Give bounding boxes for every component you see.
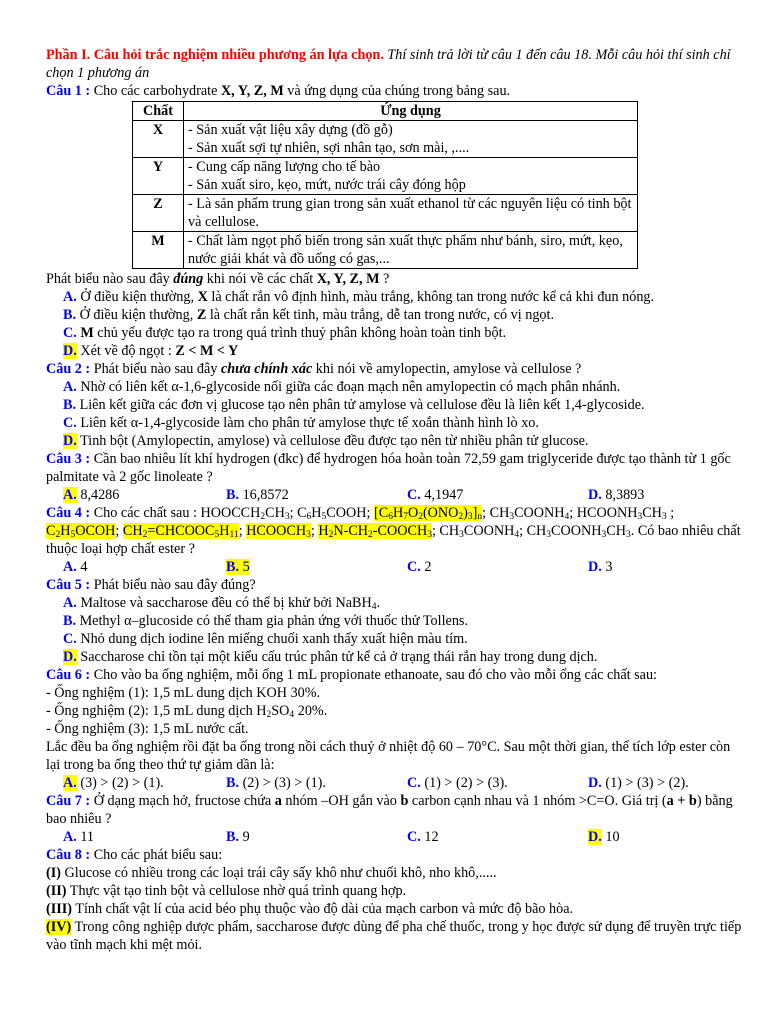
option-b[interactable] bbox=[226, 558, 407, 576]
question-1-prompt bbox=[46, 270, 746, 288]
option-text: 5 bbox=[239, 559, 250, 575]
question-4-stem bbox=[46, 504, 746, 558]
option-text: Xét về độ ngọt : Z < M < Y bbox=[76, 343, 239, 359]
statement-number: (II) bbox=[46, 883, 67, 899]
option-b[interactable] bbox=[226, 774, 407, 792]
option-letter: B. bbox=[226, 829, 240, 845]
option-a[interactable] bbox=[46, 288, 746, 306]
question-text-bold: X, Y, Z, M bbox=[220, 83, 284, 99]
question-label: Câu 1 : bbox=[46, 83, 91, 99]
option-d[interactable] bbox=[46, 432, 746, 450]
options-row bbox=[46, 774, 746, 792]
question-label: Câu 6 : bbox=[46, 667, 91, 683]
option-text: 2 bbox=[420, 559, 432, 575]
table-row bbox=[133, 158, 638, 195]
substance-application: - Cung cấp năng lượng cho tế bào - Sản xuất siro, kẹo, mứt, nước trái cây đóng hộp bbox=[184, 158, 638, 195]
exam-page bbox=[46, 46, 746, 954]
option-a[interactable] bbox=[63, 486, 226, 504]
option-letter-highlighted: D. bbox=[63, 649, 77, 665]
test-tube-1: - Ống nghiệm (1): 1,5 mL dung dịch KOH 30%. bbox=[46, 685, 321, 701]
option-d[interactable] bbox=[46, 648, 746, 666]
substance-application: - Chất làm ngọt phổ biến trong sản xuất thực phẩm như bánh, siro, mứt, kẹo, nước giải khát và đồ uống có gas,... bbox=[184, 232, 638, 269]
option-d[interactable] bbox=[588, 774, 708, 792]
option-text: Ở điều kiện thường, Z là chất rắn kết tinh, màu trắng, dễ tan trong nước, có vị ngọt. bbox=[76, 307, 554, 323]
table-row bbox=[133, 195, 638, 232]
statement-3 bbox=[46, 900, 746, 918]
option-d[interactable] bbox=[588, 828, 708, 846]
question-6-tail: Lắc đều ba ống nghiệm rồi đặt ba ống trong nồi cách thuỷ ở nhiệt độ 60 – 70°C. Sau một thời gian, thể tích lớp ester còn lại trong ba ống theo thứ tự giảm dần là: bbox=[46, 739, 731, 773]
option-letter: A. bbox=[63, 595, 77, 611]
option-letter: A. bbox=[63, 829, 77, 845]
option-d[interactable] bbox=[588, 486, 708, 504]
option-b[interactable] bbox=[226, 486, 407, 504]
question-3-stem bbox=[46, 450, 746, 486]
option-letter: C. bbox=[407, 559, 421, 575]
option-c[interactable] bbox=[46, 414, 746, 432]
option-text: 8,3893 bbox=[601, 487, 645, 503]
question-text: Cần bao nhiêu lít khí hydrogen (đkc) để hydrogen hóa hoàn toàn 72,59 gam triglyceride được tạo thành từ 1 gốc palmitate và 2 gốc linoleate ? bbox=[46, 451, 731, 485]
option-text: 4,1947 bbox=[420, 487, 464, 503]
statement-text: Trong công nghiệp dược phẩm, saccharose được dùng để pha chế thuốc, trong y học được sử dụng để truyền trực tiếp vào tĩnh mạch khi mệt mỏi. bbox=[46, 919, 742, 953]
option-b[interactable] bbox=[46, 306, 746, 324]
question-text-emphasis: đúng bbox=[173, 271, 204, 287]
question-text-bold: X, Y, Z, M bbox=[316, 271, 380, 287]
option-letter: B. bbox=[226, 487, 240, 503]
option-letter-highlighted: D. bbox=[63, 433, 77, 449]
option-b[interactable] bbox=[46, 612, 746, 630]
statement-text: Glucose có nhiều trong các loại trái cây sấy khô như chuối khô, nho khô,..... bbox=[60, 865, 497, 881]
substance-name: X bbox=[133, 121, 184, 158]
option-d[interactable] bbox=[46, 342, 746, 360]
option-letter: B. bbox=[63, 397, 77, 413]
question-7-stem bbox=[46, 792, 746, 828]
statement-number: (I) bbox=[46, 865, 61, 881]
option-letter: D. bbox=[588, 775, 602, 791]
options-row bbox=[46, 558, 746, 576]
question-8-stem bbox=[46, 846, 746, 864]
option-letter: A. bbox=[63, 379, 77, 395]
option-text: (3) > (2) > (1). bbox=[76, 775, 164, 791]
option-letter-highlighted: B. bbox=[226, 559, 240, 575]
carbohydrate-table bbox=[132, 101, 638, 269]
question-text: Phát biểu nào sau đây bbox=[46, 271, 174, 287]
question-text: khi nói về amylopectin, amylose và cellulose ? bbox=[312, 361, 582, 377]
option-c[interactable] bbox=[46, 630, 746, 648]
option-text: Tinh bột (Amylopectin, amylose) và cellulose đều được tạo nên từ nhiều phân tử glucose. bbox=[76, 433, 589, 449]
option-text: 16,8572 bbox=[239, 487, 289, 503]
option-letter: C. bbox=[63, 325, 77, 341]
options-row bbox=[46, 486, 746, 504]
option-text: (1) > (3) > (2). bbox=[601, 775, 689, 791]
option-letter-highlighted: A. bbox=[63, 775, 77, 791]
option-letter: D. bbox=[588, 559, 602, 575]
option-a[interactable] bbox=[63, 558, 226, 576]
option-a[interactable] bbox=[46, 594, 746, 612]
option-c[interactable] bbox=[407, 486, 588, 504]
question-6-stem bbox=[46, 666, 746, 684]
option-letter: B. bbox=[63, 613, 77, 629]
question-2-stem bbox=[46, 360, 746, 378]
statement-number: (III) bbox=[46, 901, 73, 917]
part-header bbox=[46, 46, 746, 82]
option-d[interactable] bbox=[588, 558, 708, 576]
question-label: Câu 2 : bbox=[46, 361, 91, 377]
question-label: Câu 3 : bbox=[46, 451, 91, 467]
question-text: Phát biểu nào sau đây đúng? bbox=[90, 577, 256, 593]
question-text: Cho các carbohydrate bbox=[90, 83, 221, 99]
question-label: Câu 5 : bbox=[46, 577, 91, 593]
statement-4 bbox=[46, 918, 746, 954]
option-text: (2) > (3) > (1). bbox=[239, 775, 326, 791]
part-title: Phần I. Câu hỏi trắc nghiệm nhiều phương án lựa chọn. bbox=[46, 47, 384, 63]
statement-text: Thực vật tạo tinh bột và cellulose nhờ quá trình quang hợp. bbox=[66, 883, 407, 899]
question-text: và ứng dụng của chúng trong bảng sau. bbox=[283, 83, 511, 99]
option-text: 3 bbox=[601, 559, 613, 575]
option-letter: B. bbox=[226, 775, 240, 791]
test-tube-3: - Ống nghiệm (3): 1,5 mL nước cất. bbox=[46, 721, 249, 737]
option-a[interactable] bbox=[63, 774, 226, 792]
question-5-stem bbox=[46, 576, 746, 594]
question-text: Cho các chất sau : $HOOCCH_2CH_3$; $C_6H_5COOH$; $[C_6H_7O_2(ONO_2)_3]_n$; $CH_3COONH_4$; $HCOONH_3CH_3$ ; $C_2H_5OCOH$; $CH_2=CHCOOC_5H_{11}$; $HCOOCH_3$; $H_2N-CH_2-COOCH_3$; $CH_3COONH_4$; $CH_3COONH_3CH_3$. Có bao nhiêu chất thuộc loại hợp chất ester ? bbox=[46, 505, 741, 557]
option-a[interactable] bbox=[46, 378, 746, 396]
question-text: ? bbox=[379, 271, 390, 287]
option-letter: C. bbox=[63, 631, 77, 647]
option-text: 12 bbox=[420, 829, 439, 845]
option-text: Nhờ có liên kết α-1,6-glycoside nối giữa các đoạn mạch nên amylopectin có mạch phân nhánh. bbox=[76, 379, 621, 395]
statement-number-highlighted: (IV) bbox=[46, 919, 72, 935]
option-text: M chủ yếu được tạo ra trong quá trình thuỷ phân không hoàn toàn tinh bột. bbox=[80, 325, 507, 341]
substance-name: Z bbox=[133, 195, 184, 232]
option-c[interactable] bbox=[407, 558, 588, 576]
option-letter: D. bbox=[588, 487, 602, 503]
test-tube-2: - Ống nghiệm (2): 1,5 mL dung dịch $H_2SO_4$ 20%. bbox=[46, 703, 328, 720]
option-letter: C. bbox=[407, 829, 421, 845]
option-text: Saccharose chỉ tồn tại một kiểu cấu trúc phân tử kể cả ở trạng thái rắn hay trong dung dịch. bbox=[76, 649, 598, 665]
option-letter: A. bbox=[63, 289, 77, 305]
question-text: Cho vào ba ống nghiệm, mỗi ống 1 mL propionate ethanoate, sau đó cho vào mỗi ống các chất sau: bbox=[90, 667, 657, 683]
option-text: 11 bbox=[76, 829, 95, 845]
option-c[interactable] bbox=[407, 774, 588, 792]
option-letter: C. bbox=[407, 775, 421, 791]
option-letter: C. bbox=[407, 487, 421, 503]
table-header-row bbox=[133, 102, 638, 121]
substance-name: Y bbox=[133, 158, 184, 195]
question-label: Câu 4 : bbox=[46, 505, 91, 521]
part-instruction: Thí sinh trả lời từ câu 1 đến câu 18. Mỗi câu hỏi thí sinh chỉ chọn 1 phương án bbox=[46, 47, 731, 81]
options-row bbox=[46, 828, 746, 846]
option-a[interactable] bbox=[63, 828, 226, 846]
option-letter-highlighted: D. bbox=[63, 343, 77, 359]
question-text: Phát biểu nào sau đây bbox=[90, 361, 221, 377]
option-text: Methyl α–glucoside có thể tham gia phản ứng với thuốc thử Tollens. bbox=[76, 613, 468, 629]
option-text: Liên kết giữa các đơn vị glucose tạo nên phân tử amylose và cellulose đều là liên kết 1,4-glycoside. bbox=[76, 397, 645, 413]
option-letter-highlighted: D. bbox=[588, 829, 602, 845]
table-header-substance: Chất bbox=[133, 102, 184, 121]
option-text: Nhỏ dung dịch iodine lên miếng chuối xanh thấy xuất hiện màu tím. bbox=[76, 631, 468, 647]
option-letter: C. bbox=[63, 415, 77, 431]
question-text-emphasis: chưa chính xác bbox=[220, 361, 313, 377]
option-c[interactable] bbox=[407, 828, 588, 846]
question-label: Câu 7 : bbox=[46, 793, 91, 809]
option-letter: A. bbox=[63, 559, 77, 575]
option-text: Liên kết α-1,4-glycoside làm cho phân tử amylose thực tế xoắn thành hình lò xo. bbox=[76, 415, 539, 431]
option-c[interactable] bbox=[46, 324, 746, 342]
option-letter-highlighted: A. bbox=[63, 487, 77, 503]
option-b[interactable] bbox=[226, 828, 407, 846]
statement-2 bbox=[46, 882, 746, 900]
option-b[interactable] bbox=[46, 396, 746, 414]
table-header-application: Ứng dụng bbox=[184, 102, 638, 121]
statement-text: Tính chất vật lí của acid béo phụ thuộc vào độ dài của mạch carbon và mức độ bão hòa. bbox=[72, 901, 574, 917]
option-text: Maltose và saccharose đều có thể bị khử bởi NaBH$_4$. bbox=[76, 595, 381, 612]
substance-application: - Sản xuất vật liệu xây dựng (đồ gỗ) - Sản xuất sợi tự nhiên, sợi nhân tạo, sơn mài, ,.... bbox=[184, 121, 638, 158]
question-text: Ở dạng mạch hở, fructose chứa a nhóm –OH gắn vào b carbon cạnh nhau và 1 nhóm >C=O. Giá trị (a + b) bằng bao nhiêu ? bbox=[46, 793, 733, 827]
option-text: Ở điều kiện thường, X là chất rắn vô định hình, màu trắng, không tan trong nước kể cả khi đun nóng. bbox=[76, 289, 655, 305]
option-text: 10 bbox=[601, 829, 620, 845]
question-text: Cho các phát biểu sau: bbox=[90, 847, 223, 863]
question-label: Câu 8 : bbox=[46, 847, 91, 863]
option-text: (1) > (2) > (3). bbox=[420, 775, 508, 791]
option-letter: B. bbox=[63, 307, 77, 323]
substance-application: - Là sản phẩm trung gian trong sản xuất ethanol từ các nguyên liệu có tinh bột và cellulose. bbox=[184, 195, 638, 232]
table-row bbox=[133, 121, 638, 158]
table-row bbox=[133, 232, 638, 269]
statement-1 bbox=[46, 864, 746, 882]
question-text: khi nói về các chất bbox=[203, 271, 317, 287]
option-text: 4 bbox=[76, 559, 88, 575]
option-text: 9 bbox=[239, 829, 250, 845]
question-1-stem bbox=[46, 82, 746, 100]
option-text: 8,4286 bbox=[76, 487, 120, 503]
substance-name: M bbox=[133, 232, 184, 269]
